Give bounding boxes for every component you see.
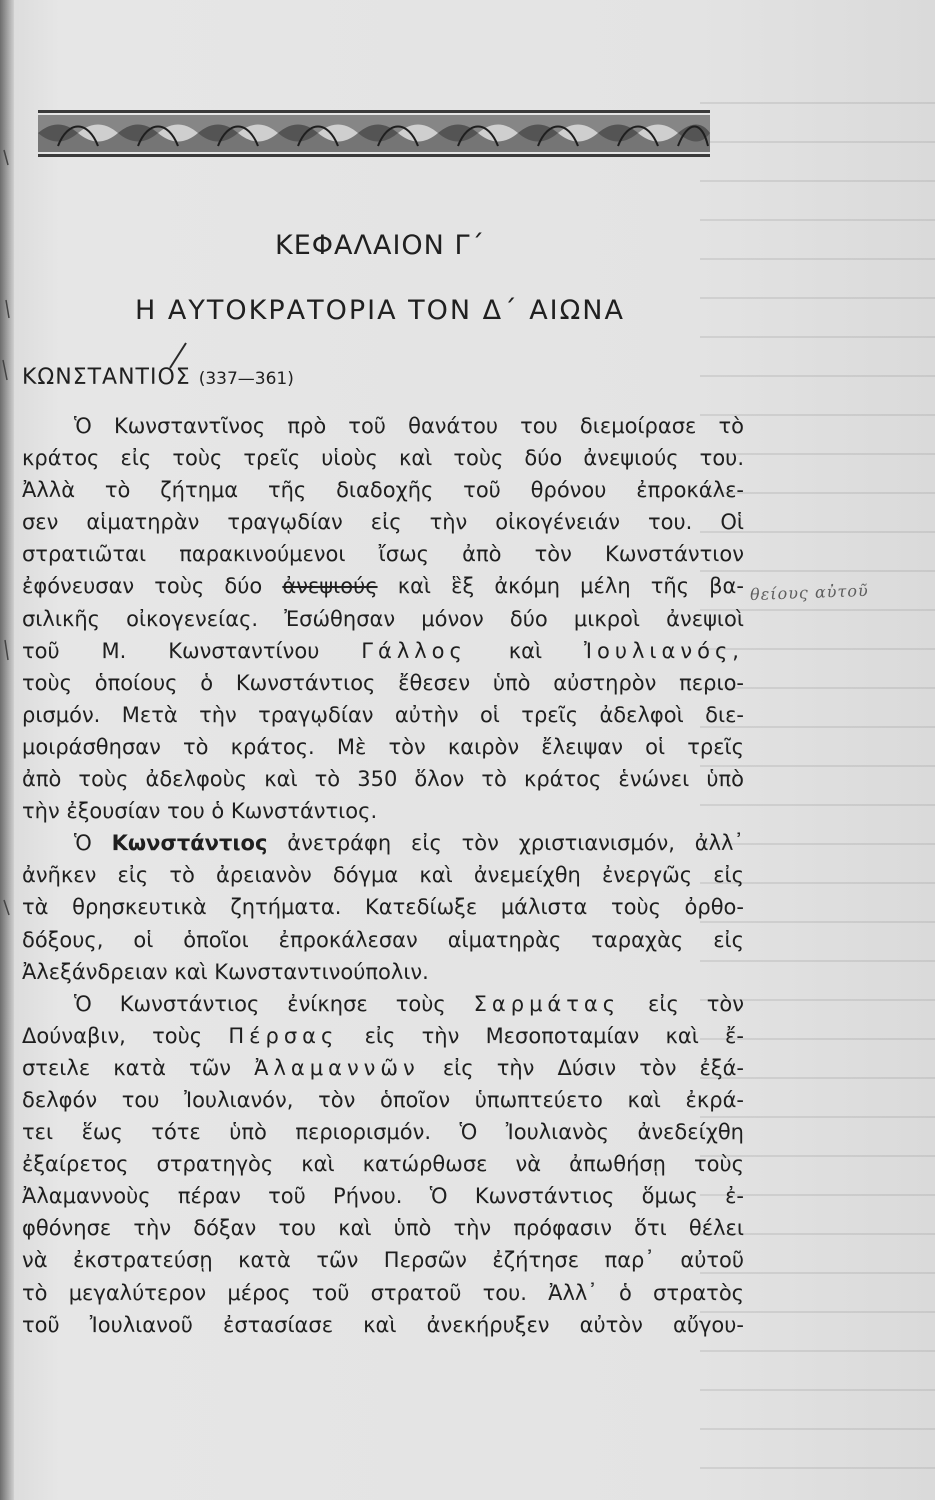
chapter-label: ΚΕΦΑΛΑΙΟΝ Γ΄: [275, 230, 485, 261]
text-line: [22, 1020, 744, 1052]
struck-word: ἀνεψιούς: [282, 574, 378, 599]
text-segment: ἀνετράφη εἰς τὸν χριστιανισμόν, ἀλλ᾽: [287, 831, 744, 856]
text-line: τοὺς ὁποίους ὁ Κωνστάντιος ἔθεσεν ὑπὸ αὐστηρὸν περιο-: [22, 670, 744, 695]
text-segment: καὶ ἓξ ἀκόμη μέλη τῆς βα-: [397, 574, 744, 599]
text-line: [22, 827, 744, 859]
text-line: ἀπὸ τοὺς ἀδελφοὺς καὶ τὸ 350 ὅλον τὸ κράτος ἑνώνει ὑπὸ: [22, 767, 744, 792]
text-line: ἀνῆκεν εἰς τὸ ἀρειανὸν δόγμα καὶ ἀνεμείχθη ἐνεργῶς εἰς: [22, 863, 744, 888]
text-line: [22, 635, 744, 667]
text-segment: ἐφόνευσαν τοὺς δύο: [22, 574, 263, 599]
bold-name: Κωνστάντιος: [111, 831, 268, 856]
spaced-name-persas: Πέρσας: [228, 1023, 339, 1048]
text-segment: εἰς τὸν: [648, 991, 744, 1016]
text-line: [22, 1052, 744, 1084]
body-text: [22, 410, 744, 1341]
text-line: στρατιῶται παρακινούμενοι ἴσως ἀπὸ τὸν Κωνστάντιον: [22, 542, 744, 567]
section-name: ΚΩΝΣΤΑΝΤΙΟΣ: [22, 365, 191, 390]
text-segment: καὶ: [508, 638, 543, 663]
text-line: Ἀλαμαννοὺς πέραν τοῦ Ρήνου. Ὁ Κωνστάντιος ὅμως ἐ-: [22, 1184, 744, 1209]
spaced-name-gallos: Γάλλος: [361, 638, 467, 663]
text-line: φθόνησε τὴν δόξαν του καὶ ὑπὸ τὴν πρόφασιν ὅτι θέλει: [22, 1216, 744, 1241]
text-segment: εἰς τὴν Δύσιν τὸν ἐξά-: [442, 1055, 744, 1080]
text-line: ρισμόν. Μετὰ τὴν τραγῳδίαν αὐτὴν οἱ τρεῖς ἀδελφοὶ διε-: [22, 702, 744, 727]
text-line: κράτος εἰς τοὺς τρεῖς υἱοὺς καὶ τοὺς δύο ἀνεψιούς του.: [22, 446, 744, 471]
text-segment: Δούναβιν, τοὺς: [22, 1023, 203, 1048]
spaced-name-ioulianos: Ἰουλιανός,: [584, 638, 744, 663]
text-line: [22, 570, 744, 602]
text-line: μοιράσθησαν τὸ κράτος. Μὲ τὸν καιρὸν ἔλειψαν οἱ τρεῖς: [22, 734, 744, 759]
text-segment: εἰς τὴν Μεσοποταμίαν καὶ ἔ-: [364, 1023, 744, 1048]
text-line: [22, 988, 744, 1020]
text-line: σιλικῆς οἰκογενείας. Ἐσώθησαν μόνον δύο μικροὶ ἀνεψιοὶ: [22, 606, 744, 631]
decorative-header-band: [38, 106, 710, 162]
section-years: (337—361): [198, 369, 294, 389]
text-line: δόξους, οἱ ὁποῖοι ἐπροκάλεσαν αἱματηρὰς ταραχὰς εἰς: [22, 927, 744, 952]
text-line: τὸ μεγαλύτερον μέρος τοῦ στρατοῦ του. Ἀλλ᾽ ὁ στρατὸς: [22, 1280, 744, 1305]
text-line: Ἀλλὰ τὸ ζήτημα τῆς διαδοχῆς τοῦ θρόνου ἐπροκάλε-: [22, 478, 744, 503]
paragraph-3: [22, 988, 744, 1341]
text-line: δελφόν του Ἰουλιανόν, τὸν ὁποῖον ὑπωπτεύετο καὶ ἐκρά-: [22, 1087, 744, 1112]
text-line: Ἀλεξάνδρειαν καὶ Κωνσταντινούπολιν.: [22, 959, 429, 984]
paragraph-2: [22, 827, 744, 987]
text-line: σεν αἱματηρὰν τραγῳδίαν εἰς τὴν οἰκογένειάν του. Οἱ: [22, 510, 744, 535]
chapter-title: Η ΑΥΤΟΚΡΑΤΟΡΙΑ ΤΟΝ Δ΄ ΑΙΩΝΑ: [135, 295, 625, 326]
text-segment: στειλε κατὰ τῶν: [22, 1055, 232, 1080]
spaced-name-sarmatas: Σαρμάτας: [473, 991, 621, 1016]
text-segment: Ὁ Κωνστάντιος ἐνίκησε τοὺς: [74, 991, 446, 1016]
text-line: ἐξαίρετος στρατηγὸς καὶ κατώρθωσε νὰ ἀπωθήσῃ τοὺς: [22, 1152, 744, 1177]
text-line: τει ἕως τότε ὑπὸ περιορισμόν. Ὁ Ἰουλιανὸς ἀνεδείχθη: [22, 1120, 744, 1145]
text-line: τὴν ἐξουσίαν του ὁ Κωνστάντιος.: [22, 799, 378, 824]
text-segment: Ὁ: [74, 831, 92, 856]
text-segment: τοῦ Μ. Κωνσταντίνου: [22, 638, 320, 663]
binding-edge-marks: [0, 0, 20, 1500]
text-line: τοῦ Ἰουλιανοῦ ἐστασίασε καὶ ἀνεκήρυξεν αὐτὸν αὔγου-: [22, 1312, 744, 1337]
section-heading: [22, 365, 294, 390]
text-line: Ὁ Κωνσταντῖνος πρὸ τοῦ θανάτου του διεμοίρασε τὸ: [74, 414, 744, 438]
paragraph-1: [22, 410, 744, 827]
handwritten-margin-note: θείους αὐτοῦ: [749, 580, 869, 605]
text-line: τὰ θρησκευτικὰ ζητήματα. Κατεδίωξε μάλιστα τοὺς ὀρθο-: [22, 895, 744, 920]
text-line: νὰ ἐκστρατεύσῃ κατὰ τῶν Περσῶν ἐζήτησε παρ᾽ αὐτοῦ: [22, 1248, 744, 1273]
spaced-name-alamannon: Ἀλαμαννῶν: [254, 1055, 420, 1080]
